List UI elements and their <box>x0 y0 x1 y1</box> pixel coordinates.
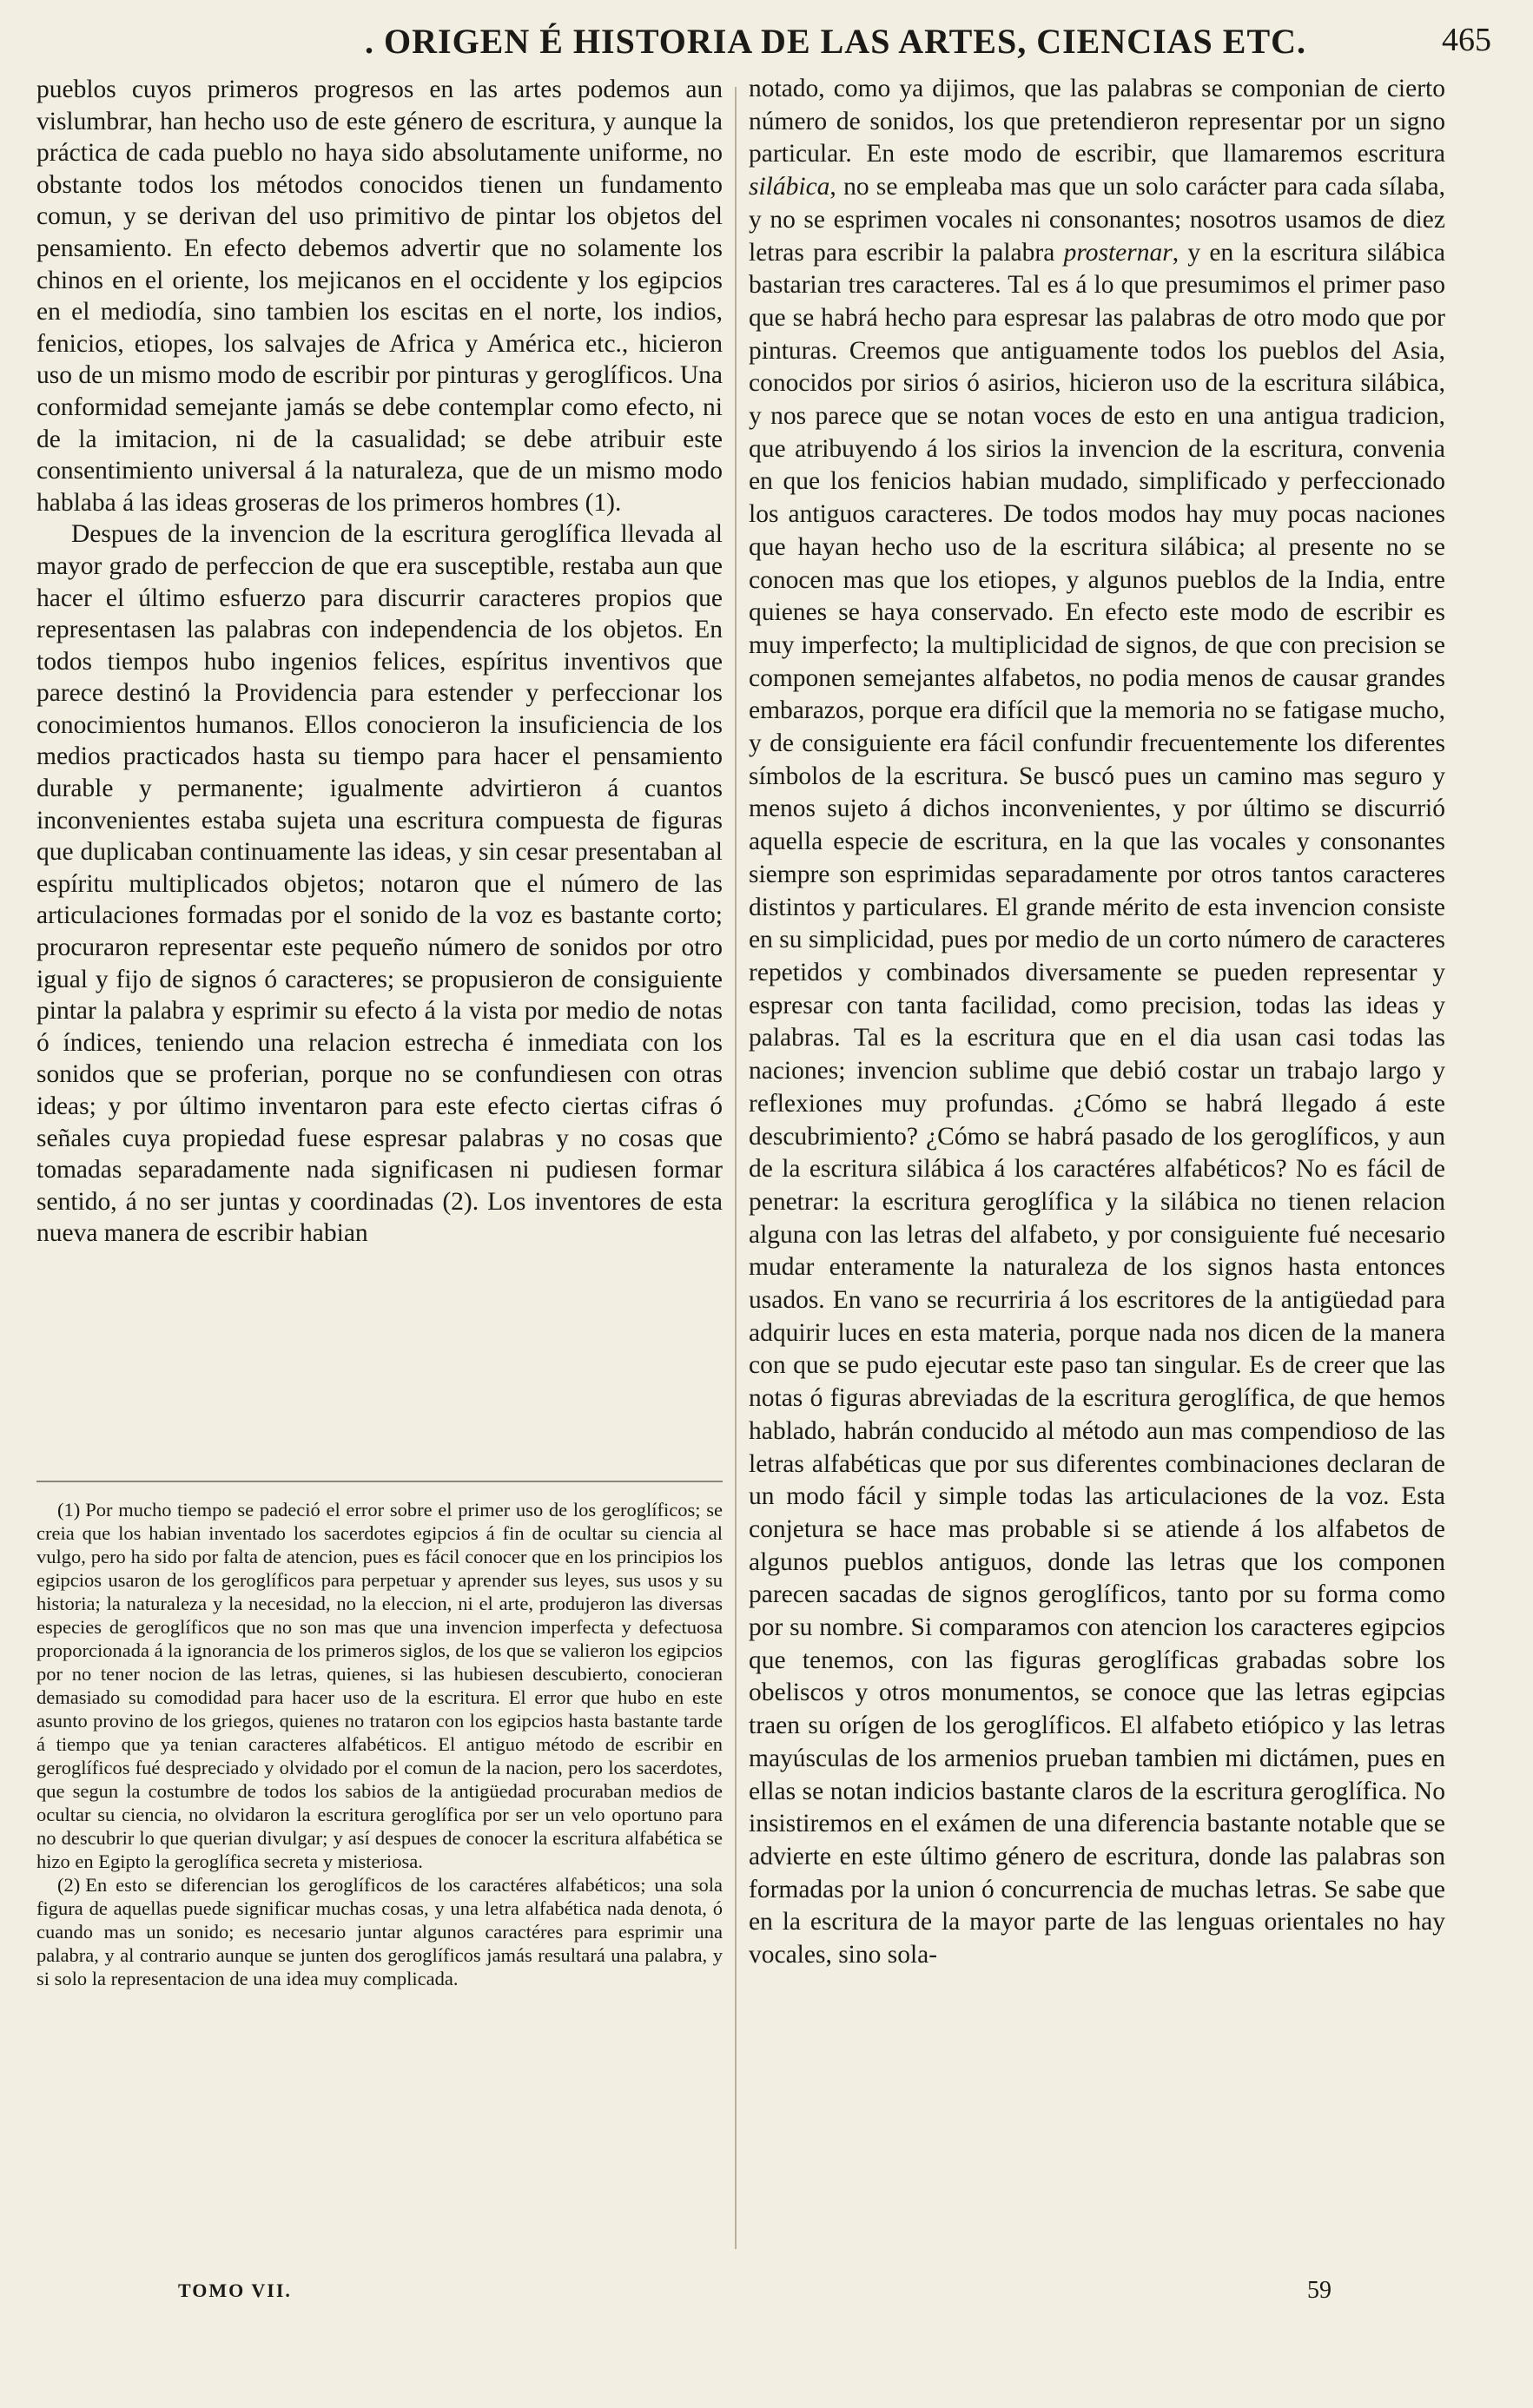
right-paragraph-1 <box>749 73 1445 1972</box>
left-paragraph-1: pueblos cuyos primeros progresos en las artes podemos aun vislumbrar, han hecho uso de este género de escritura, y aunque la práctica de cada pueblo no haya sido absolutamente uniforme, no obstante todos los métodos conocidos tienen un fundamento comun, y se derivan del uso primitivo de pintar los objetos del pensamiento. En efecto debemos advertir que no solamente los chinos en el oriente, los mejicanos en el occidente y los egipcios en el mediodía, sino tambien los escitas en el norte, los indios, fenicios, etiopes, los salvajes de Africa y América etc., hicieron uso de un mismo modo de escribir por pinturas y geroglíficos. Una conformidad semejante jamás se debe contemplar como efecto, ni de la imitacion, ni de la casualidad; se debe atribuir este consentimiento universal á la naturaleza, que de un mismo modo hablaba á las ideas groseras de los primeros hombres (1). <box>36 76 723 517</box>
footnote-1-mark: (1) <box>57 1499 81 1521</box>
page-number: 465 <box>1442 22 1491 58</box>
footnote-2 <box>36 1873 723 1990</box>
footnotes <box>36 1498 723 1990</box>
footnote-2-mark: (2) <box>57 1874 81 1896</box>
volume-label: TOMO VII. <box>178 2279 292 2301</box>
right-text-b: , no se empleaba mas que un solo carácter para cada sílaba, y no se esprimen vocales ni consonantes; nosotros usamos de diez letras para escribir la palabra <box>749 173 1445 267</box>
footnote-2-text: En esto se diferencian los geroglíficos de los caractéres alfabéticos; una sola figura de aquellas puede significar muchas cosas, y una letra alfabética nada denota, ó cuando mas un sonido; es necesario juntar algunos caractéres para esprimir una palabra, y al contrario aunque se junten dos geroglíficos jamás resultará una palabra, y si solo la representacion de una idea muy complicada. <box>36 1874 723 1989</box>
right-emphasis-silabica: silábica <box>749 173 830 201</box>
right-column <box>749 73 1445 1972</box>
right-emphasis-prosternar: prosternar <box>1063 238 1173 267</box>
running-head <box>0 21 1533 64</box>
footnote-divider <box>36 1481 723 1482</box>
left-column <box>36 74 723 1250</box>
left-paragraph-2: Despues de la invencion de la escritura geroglífica llevada al mayor grado de perfeccion de que era susceptible, restaba aun que hacer el último esfuerzo para discurrir caracteres propios que representasen las palabras con independencia de los objetos. En todos tiempos hubo ingenios felices, espíritus inventivos que parece destinó la Providencia para estender y perfeccionar los conocimientos humanos. Ellos conocieron la insuficiencia de los medios practicados hasta su tiempo para hacer el pensamiento durable y permanente; igualmente advirtieron á cuantos inconvenientes estaba sujeta una escritura compuesta de figuras que duplicaban continuamente las ideas, y sin cesar presentaban al espíritu multiplicados objetos; notaron que el número de las articulaciones formadas por el sonido de la voz es bastante corto; procuraron representar este pequeño número de sonidos por otro igual y fijo de signos ó caracteres; se propusieron de consiguiente pintar la palabra y esprimir su efecto á la vista por medio de notas ó índices, teniendo una relacion estrecha é inmediata con los sonidos que se proferian, porque no se confundiesen con otras ideas; y por último inventaron para este efecto ciertas cifras ó señales cuya propiedad fuese espresar palabras y no cosas que tomadas separadamente nada significasen ni pudiesen formar sentido, á no ser juntas y coordinadas (2). Los inventores de esta nueva manera de escribir habian <box>36 520 723 1248</box>
footnote-1-text: Por mucho tiempo se padeció el error sobre el primer uso de los geroglíficos; se creia que los habian inventado los sacerdotes egipcios á fin de ocultar su ciencia al vulgo, pero ha sido por falta de atencion, pues es fácil conocer que en los principios los egipcios usaron de los geroglíficos para perpetuar y aprender sus leyes, sus usos y su historia; la naturaleza y la necesidad, no la eleccion, ni el arte, produjeron las diversas especies de geroglíficos que no son mas que una invencion imperfecta y defectuosa proporcionada á la ignorancia de los primeros siglos, de los que se valieron los egipcios por no tener nocion de las letras, quienes, si las hubiesen descubierto, conocieran demasiado su comodidad para hacer uso de la escritura. El error que hubo en este asunto provino de los griegos, quienes no trataron con los egipcios hasta bastante tarde á tiempo que ya tenian caracteres alfabéticos. El antiguo método de escribir en geroglíficos fué despreciado y olvidado por el comun de la nacion, pero los sacerdotes, que segun la costumbre de todos los sabios de la antigüedad procuraban medios de ocultar su ciencia, no olvidaron la escritura geroglífica por ser un velo oportuno para no descubrir lo que querian divulgar; y así despues de conocer la escritura alfabética se hizo en Egipto la geroglífica secreta y misteriosa. <box>36 1499 723 1872</box>
column-divider <box>735 87 737 2249</box>
footnote-1 <box>36 1498 723 1873</box>
signature-mark: 59 <box>1307 2277 1331 2304</box>
right-text-a: notado, como ya dijimos, que las palabras se componian de cierto número de sonidos, los que pretendieron representar por un signo particular. En este modo de escribir, que llamaremos escritura <box>749 75 1445 168</box>
running-title: . ORIGEN É HISTORIA DE LAS ARTES, CIENCIAS ETC. <box>365 22 1307 61</box>
right-text-c: , y en la escritura silábica bastarian tres caracteres. Tal es á lo que presumimos el primer paso que se habrá hecho para espresar las palabras de otro modo que por pinturas. Creemos que antiguamente todos los pueblos del Asia, conocidos por sirios ó asirios, hicieron uso de la escritura silábica, y nos parece que se notan voces de esto en una antigua tradicion, que atribuyendo á los sirios la invencion de la escritura, convenia en que los fenicios habian mudado, simplificado y perfeccionado los antiguos caracteres. De todos modos hay muy pocas naciones que hayan hecho uso de la escritura silábica; al presente no se conocen mas que los etiopes, y algunos pueblos de la India, entre quienes se haya conservado. En efecto este modo de escribir es muy imperfecto; la multiplicidad de signos, de que con precision se componen semejantes alfabetos, no podia menos de causar grandes embarazos, porque era difícil que la memoria no se fatigase mucho, y de consiguiente era fácil confundir frecuentemente los diferentes símbolos de la escritura. Se buscó pues un camino mas seguro y menos sujeto á dichos inconvenientes, y por último se discurrió aquella especie de escritura, en la que las vocales y consonantes siempre son esprimidas separadamente por otros tantos caracteres distintos y particulares. El grande mérito de esta invencion consiste en su simplicidad, pues por medio de un corto número de caracteres repetidos y combinados diversamente se pueden representar y espresar con tanta facilidad, como precision, todas las ideas y palabras. Tal es la escritura que en el dia usan casi todas las naciones; invencion sublime que debió costar un trabajo largo y reflexiones muy profundas. ¿Cómo se habrá llegado á este descubrimiento? ¿Cómo se habrá pasado de los geroglíficos, y aun de la escritura silábica á los caractéres alfabéticos? No es fácil de penetrar: la escritura geroglífica y la silábica no tienen relacion alguna con las letras del alfabeto, y por consiguiente fué necesario mudar enteramente la naturaleza de los signos hasta entonces usados. En vano se recurriria á los escritores de la antigüedad para adquirir luces en esta materia, porque nada nos dicen de la manera con que se pudo ejecutar este paso tan singular. Es de creer que las notas ó figuras abreviadas de la escritura geroglífica, de que hemos hablado, habrán conducido al método aun mas compendioso de las letras alfabéticas que por sus diferentes combinaciones declaran de un modo fácil y simple todas las articulaciones de la voz. Esta conjetura se hace mas probable si se atiende á los alfabetos de algunos pueblos antiguos, donde las letras que los componen parecen sacadas de signos geroglíficos, tanto por su forma como por su nombre. Si comparamos con atencion los caracteres egipcios que tenemos, con las figuras geroglíficas grabadas sobre los obeliscos y otros monumentos, se conoce que las letras egipcias traen su orígen de los geroglíficos. El alfabeto etiópico y las letras mayúsculas de los armenios prueban tambien mi dictámen, pues en ellas se notan indicios bastante claros de la escritura geroglífica. No insistiremos en el exámen de una diferencia bastante notable que se advierte en este último género de escritura, donde las palabras son formadas por la union ó concurrencia de muchas letras. Se sabe que en la escritura de la mayor parte de las lenguas orientales no hay vocales, sino sola- <box>749 238 1445 1969</box>
